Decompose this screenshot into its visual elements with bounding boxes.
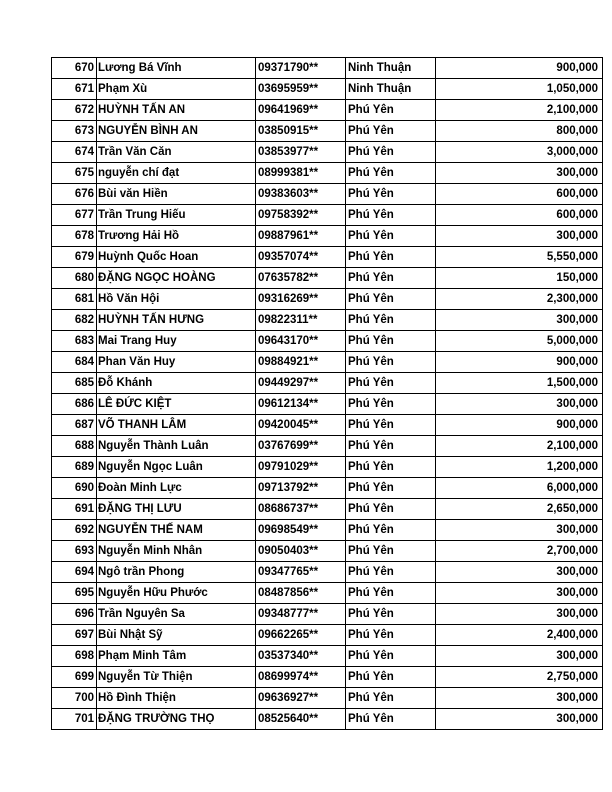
phone-number-cell: 09347765** bbox=[256, 562, 346, 583]
amount-cell: 2,700,000 bbox=[436, 541, 603, 562]
province-cell: Phú Yên bbox=[346, 520, 436, 541]
row-number-cell: 671 bbox=[52, 79, 97, 100]
province-cell: Phú Yên bbox=[346, 709, 436, 730]
amount-cell: 2,300,000 bbox=[436, 289, 603, 310]
donor-name-cell: VÕ THANH LÂM bbox=[97, 415, 256, 436]
row-number-cell: 690 bbox=[52, 478, 97, 499]
table-row bbox=[52, 478, 603, 499]
amount-cell: 150,000 bbox=[436, 268, 603, 289]
province-cell: Phú Yên bbox=[346, 205, 436, 226]
table-row bbox=[52, 58, 603, 79]
province-cell: Phú Yên bbox=[346, 541, 436, 562]
table-row bbox=[52, 499, 603, 520]
amount-cell: 300,000 bbox=[436, 226, 603, 247]
phone-number-cell: 08487856** bbox=[256, 583, 346, 604]
table-row bbox=[52, 100, 603, 121]
phone-number-cell: 07635782** bbox=[256, 268, 346, 289]
table-row bbox=[52, 520, 603, 541]
donor-name-cell: Huỳnh Quốc Hoan bbox=[97, 247, 256, 268]
donor-name-cell: Trần Văn Căn bbox=[97, 142, 256, 163]
table-row bbox=[52, 394, 603, 415]
row-number-cell: 673 bbox=[52, 121, 97, 142]
row-number-cell: 693 bbox=[52, 541, 97, 562]
amount-cell: 2,400,000 bbox=[436, 625, 603, 646]
province-cell: Phú Yên bbox=[346, 247, 436, 268]
donor-name-cell: Phạm Minh Tâm bbox=[97, 646, 256, 667]
table-row bbox=[52, 373, 603, 394]
amount-cell: 5,000,000 bbox=[436, 331, 603, 352]
province-cell: Phú Yên bbox=[346, 625, 436, 646]
province-cell: Phú Yên bbox=[346, 142, 436, 163]
phone-number-cell: 03853977** bbox=[256, 142, 346, 163]
phone-number-cell: 09371790** bbox=[256, 58, 346, 79]
phone-number-cell: 09887961** bbox=[256, 226, 346, 247]
province-cell: Phú Yên bbox=[346, 457, 436, 478]
table-row bbox=[52, 667, 603, 688]
amount-cell: 900,000 bbox=[436, 352, 603, 373]
phone-number-cell: 03537340** bbox=[256, 646, 346, 667]
row-number-cell: 674 bbox=[52, 142, 97, 163]
row-number-cell: 688 bbox=[52, 436, 97, 457]
province-cell: Phú Yên bbox=[346, 310, 436, 331]
province-cell: Phú Yên bbox=[346, 184, 436, 205]
donor-name-cell: Đoàn Minh Lực bbox=[97, 478, 256, 499]
donor-name-cell: Nguyễn Ngọc Luân bbox=[97, 457, 256, 478]
phone-number-cell: 09612134** bbox=[256, 394, 346, 415]
amount-cell: 5,550,000 bbox=[436, 247, 603, 268]
phone-number-cell: 08686737** bbox=[256, 499, 346, 520]
phone-number-cell: 09791029** bbox=[256, 457, 346, 478]
row-number-cell: 687 bbox=[52, 415, 97, 436]
donor-name-cell: LÊ ĐỨC KIỆT bbox=[97, 394, 256, 415]
phone-number-cell: 08699974** bbox=[256, 667, 346, 688]
province-cell: Ninh Thuận bbox=[346, 58, 436, 79]
table-row bbox=[52, 163, 603, 184]
province-cell: Phú Yên bbox=[346, 646, 436, 667]
amount-cell: 600,000 bbox=[436, 205, 603, 226]
amount-cell: 3,000,000 bbox=[436, 142, 603, 163]
donor-name-cell: Hồ Đình Thiện bbox=[97, 688, 256, 709]
row-number-cell: 672 bbox=[52, 100, 97, 121]
table-row bbox=[52, 310, 603, 331]
row-number-cell: 699 bbox=[52, 667, 97, 688]
row-number-cell: 692 bbox=[52, 520, 97, 541]
donor-name-cell: NGUYỄN BÌNH AN bbox=[97, 121, 256, 142]
row-number-cell: 691 bbox=[52, 499, 97, 520]
province-cell: Phú Yên bbox=[346, 562, 436, 583]
province-cell: Phú Yên bbox=[346, 478, 436, 499]
province-cell: Ninh Thuận bbox=[346, 79, 436, 100]
phone-number-cell: 09662265** bbox=[256, 625, 346, 646]
phone-number-cell: 03695959** bbox=[256, 79, 346, 100]
phone-number-cell: 09420045** bbox=[256, 415, 346, 436]
row-number-cell: 679 bbox=[52, 247, 97, 268]
table-row bbox=[52, 121, 603, 142]
phone-number-cell: 03850915** bbox=[256, 121, 346, 142]
donor-name-cell: Trần Trung Hiếu bbox=[97, 205, 256, 226]
amount-cell: 2,100,000 bbox=[436, 100, 603, 121]
row-number-cell: 680 bbox=[52, 268, 97, 289]
phone-number-cell: 09357074** bbox=[256, 247, 346, 268]
donor-name-cell: Bùi văn Hiền bbox=[97, 184, 256, 205]
donor-name-cell: Phan Văn Huy bbox=[97, 352, 256, 373]
amount-cell: 300,000 bbox=[436, 583, 603, 604]
province-cell: Phú Yên bbox=[346, 352, 436, 373]
table-body bbox=[52, 58, 603, 730]
amount-cell: 1,200,000 bbox=[436, 457, 603, 478]
donor-name-cell: Nguyễn Minh Nhân bbox=[97, 541, 256, 562]
amount-cell: 300,000 bbox=[436, 163, 603, 184]
row-number-cell: 683 bbox=[52, 331, 97, 352]
donor-name-cell: Phạm Xù bbox=[97, 79, 256, 100]
phone-number-cell: 09636927** bbox=[256, 688, 346, 709]
amount-cell: 300,000 bbox=[436, 688, 603, 709]
phone-number-cell: 03767699** bbox=[256, 436, 346, 457]
province-cell: Phú Yên bbox=[346, 436, 436, 457]
row-number-cell: 686 bbox=[52, 394, 97, 415]
phone-number-cell: 09698549** bbox=[256, 520, 346, 541]
province-cell: Phú Yên bbox=[346, 289, 436, 310]
amount-cell: 300,000 bbox=[436, 310, 603, 331]
table-row bbox=[52, 268, 603, 289]
row-number-cell: 694 bbox=[52, 562, 97, 583]
donor-name-cell: Trương Hải Hồ bbox=[97, 226, 256, 247]
row-number-cell: 689 bbox=[52, 457, 97, 478]
table-row bbox=[52, 583, 603, 604]
row-number-cell: 700 bbox=[52, 688, 97, 709]
donor-table bbox=[51, 57, 603, 730]
amount-cell: 300,000 bbox=[436, 394, 603, 415]
table-row bbox=[52, 562, 603, 583]
province-cell: Phú Yên bbox=[346, 331, 436, 352]
amount-cell: 300,000 bbox=[436, 709, 603, 730]
amount-cell: 1,500,000 bbox=[436, 373, 603, 394]
donor-name-cell: Ngô trần Phong bbox=[97, 562, 256, 583]
amount-cell: 2,100,000 bbox=[436, 436, 603, 457]
table-row bbox=[52, 688, 603, 709]
row-number-cell: 677 bbox=[52, 205, 97, 226]
phone-number-cell: 09316269** bbox=[256, 289, 346, 310]
row-number-cell: 698 bbox=[52, 646, 97, 667]
row-number-cell: 701 bbox=[52, 709, 97, 730]
amount-cell: 300,000 bbox=[436, 646, 603, 667]
phone-number-cell: 09348777** bbox=[256, 604, 346, 625]
province-cell: Phú Yên bbox=[346, 499, 436, 520]
table-row bbox=[52, 436, 603, 457]
donor-name-cell: Trần Nguyên Sa bbox=[97, 604, 256, 625]
donor-name-cell: Đỗ Khánh bbox=[97, 373, 256, 394]
row-number-cell: 681 bbox=[52, 289, 97, 310]
donor-name-cell: NGUYỄN THẾ NAM bbox=[97, 520, 256, 541]
amount-cell: 2,650,000 bbox=[436, 499, 603, 520]
table-row bbox=[52, 625, 603, 646]
province-cell: Phú Yên bbox=[346, 121, 436, 142]
donor-name-cell: Mai Trang Huy bbox=[97, 331, 256, 352]
table-row bbox=[52, 184, 603, 205]
phone-number-cell: 09643170** bbox=[256, 331, 346, 352]
province-cell: Phú Yên bbox=[346, 688, 436, 709]
table-row bbox=[52, 541, 603, 562]
phone-number-cell: 09449297** bbox=[256, 373, 346, 394]
donor-name-cell: nguyễn chí đạt bbox=[97, 163, 256, 184]
row-number-cell: 684 bbox=[52, 352, 97, 373]
amount-cell: 900,000 bbox=[436, 58, 603, 79]
amount-cell: 6,000,000 bbox=[436, 478, 603, 499]
amount-cell: 1,050,000 bbox=[436, 79, 603, 100]
table-row bbox=[52, 709, 603, 730]
amount-cell: 800,000 bbox=[436, 121, 603, 142]
phone-number-cell: 09383603** bbox=[256, 184, 346, 205]
province-cell: Phú Yên bbox=[346, 583, 436, 604]
donor-name-cell: HUỲNH TẤN HƯNG bbox=[97, 310, 256, 331]
phone-number-cell: 09758392** bbox=[256, 205, 346, 226]
phone-number-cell: 09884921** bbox=[256, 352, 346, 373]
province-cell: Phú Yên bbox=[346, 604, 436, 625]
amount-cell: 600,000 bbox=[436, 184, 603, 205]
donor-name-cell: Hồ Văn Hội bbox=[97, 289, 256, 310]
amount-cell: 300,000 bbox=[436, 562, 603, 583]
donor-name-cell: ĐẶNG NGỌC HOÀNG bbox=[97, 268, 256, 289]
table-row bbox=[52, 415, 603, 436]
table-row bbox=[52, 331, 603, 352]
table-row bbox=[52, 226, 603, 247]
amount-cell: 2,750,000 bbox=[436, 667, 603, 688]
province-cell: Phú Yên bbox=[346, 415, 436, 436]
donor-name-cell: Lương Bá Vĩnh bbox=[97, 58, 256, 79]
phone-number-cell: 09822311** bbox=[256, 310, 346, 331]
table-row bbox=[52, 142, 603, 163]
donor-name-cell: Nguyễn Từ Thiện bbox=[97, 667, 256, 688]
row-number-cell: 678 bbox=[52, 226, 97, 247]
donor-name-cell: Nguyễn Thành Luân bbox=[97, 436, 256, 457]
province-cell: Phú Yên bbox=[346, 100, 436, 121]
phone-number-cell: 09050403** bbox=[256, 541, 346, 562]
amount-cell: 300,000 bbox=[436, 604, 603, 625]
province-cell: Phú Yên bbox=[346, 226, 436, 247]
phone-number-cell: 08999381** bbox=[256, 163, 346, 184]
row-number-cell: 676 bbox=[52, 184, 97, 205]
table-row bbox=[52, 646, 603, 667]
donor-name-cell: HUỲNH TẤN AN bbox=[97, 100, 256, 121]
amount-cell: 900,000 bbox=[436, 415, 603, 436]
donor-name-cell: ĐẶNG TRƯỜNG THỌ bbox=[97, 709, 256, 730]
province-cell: Phú Yên bbox=[346, 268, 436, 289]
row-number-cell: 697 bbox=[52, 625, 97, 646]
row-number-cell: 675 bbox=[52, 163, 97, 184]
table-row bbox=[52, 352, 603, 373]
table-row bbox=[52, 604, 603, 625]
province-cell: Phú Yên bbox=[346, 667, 436, 688]
donor-name-cell: Bùi Nhật Sỹ bbox=[97, 625, 256, 646]
province-cell: Phú Yên bbox=[346, 163, 436, 184]
row-number-cell: 685 bbox=[52, 373, 97, 394]
table-row bbox=[52, 79, 603, 100]
phone-number-cell: 08525640** bbox=[256, 709, 346, 730]
table-row bbox=[52, 247, 603, 268]
phone-number-cell: 09641969** bbox=[256, 100, 346, 121]
donor-name-cell: Nguyễn Hữu Phước bbox=[97, 583, 256, 604]
phone-number-cell: 09713792** bbox=[256, 478, 346, 499]
row-number-cell: 696 bbox=[52, 604, 97, 625]
row-number-cell: 670 bbox=[52, 58, 97, 79]
table-row bbox=[52, 289, 603, 310]
province-cell: Phú Yên bbox=[346, 373, 436, 394]
table-row bbox=[52, 457, 603, 478]
donor-name-cell: ĐẶNG THỊ LƯU bbox=[97, 499, 256, 520]
row-number-cell: 682 bbox=[52, 310, 97, 331]
province-cell: Phú Yên bbox=[346, 394, 436, 415]
row-number-cell: 695 bbox=[52, 583, 97, 604]
table-row bbox=[52, 205, 603, 226]
amount-cell: 300,000 bbox=[436, 520, 603, 541]
